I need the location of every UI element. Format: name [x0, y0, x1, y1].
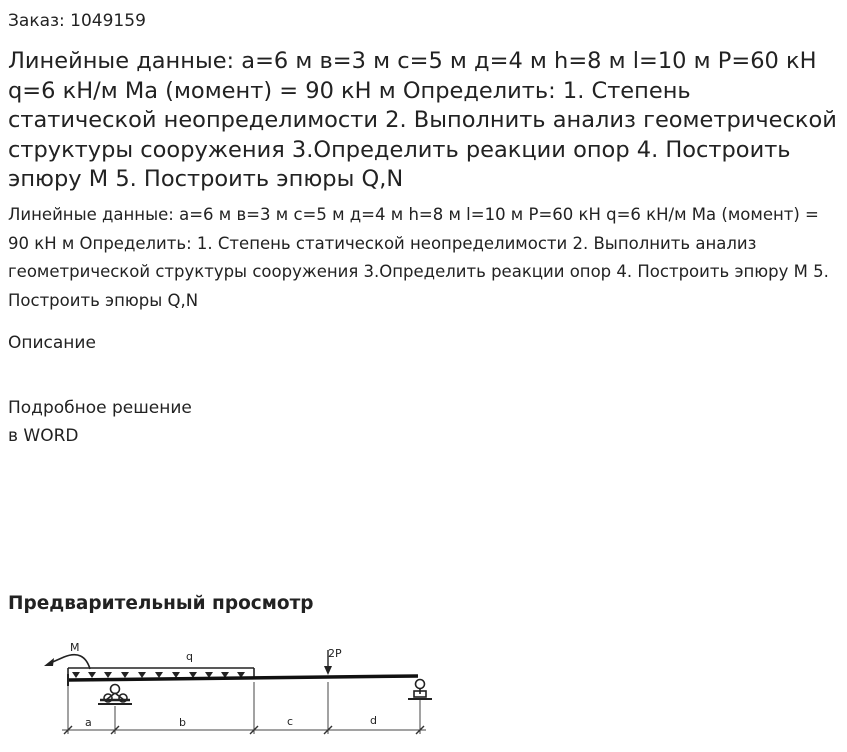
moment-arrow: [48, 655, 90, 669]
solution-info: [8, 394, 192, 450]
force-label: 2P: [328, 647, 342, 660]
moment-label: M: [70, 641, 80, 654]
segment-c-label: c: [287, 715, 294, 728]
task-description-text: Линейные данные: a=6 м в=3 м с=5 м д=4 м h=8 м l=10 м P=60 кН q=6 кН/м Ма (момент) = 90 кН м Определить: 1. Степень статической неопределимости 2. Выполнить анализ геометрической структуры сооружения 3.Определить реакции опор 4. Построить эпюру М 5. Построить эпюры Q,N: [8, 205, 829, 310]
force-arrowhead: [324, 666, 332, 675]
segment-a-label: a: [85, 716, 92, 729]
segment-d-label: d: [370, 714, 377, 727]
order-number: Заказ: 1049159: [8, 11, 146, 31]
segment-b-label: b: [179, 716, 186, 729]
left-support: [98, 685, 132, 705]
preview-beam-scheme: [38, 638, 448, 746]
description-label: Описание: [8, 333, 96, 353]
solution-line-1: Подробное решение: [8, 398, 192, 418]
preview-heading: Предварительный просмотр: [8, 593, 314, 614]
solution-line-2: в WORD: [8, 426, 79, 446]
page-title: Линейные данные: a=6 м в=3 м с=5 м д=4 м h=8 м l=10 м P=60 кН q=6 кН/м Ма (момент) = 90 кН м Определить: 1. Степень статической неопределимости 2. Выполнить анализ геометрической структуры сооружения 3.Определить реакции опор 4. Построить эпюру М 5. Построить эпюры Q,N: [8, 48, 837, 192]
right-support: [408, 680, 432, 700]
beam: [68, 676, 418, 680]
load-label: q: [186, 650, 193, 663]
moment-arrowhead: [44, 658, 54, 666]
